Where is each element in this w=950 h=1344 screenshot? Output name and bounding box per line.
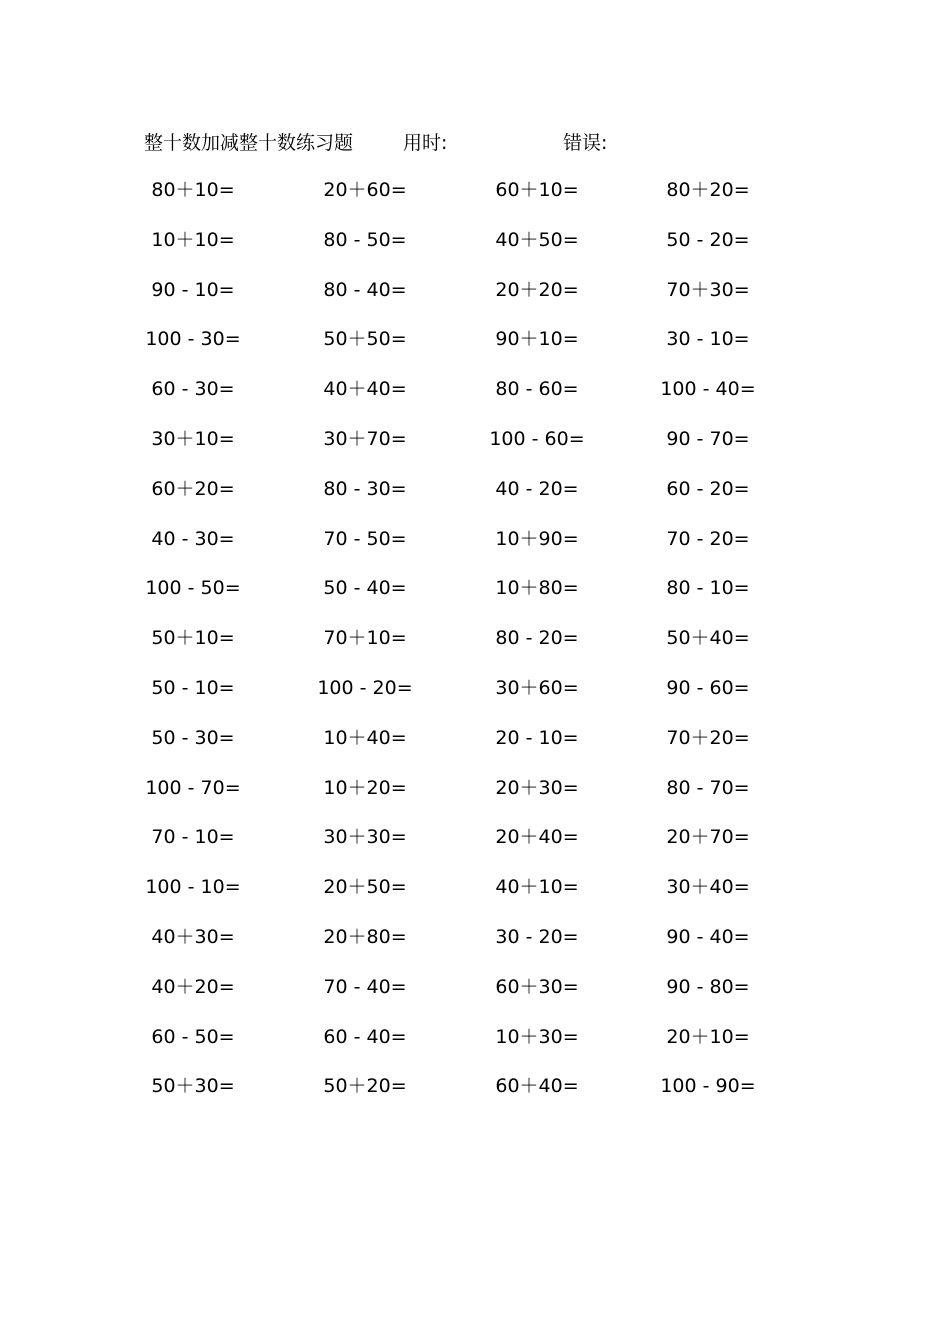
math-problem: 60＋10= [495,179,579,201]
problem-row [0,176,950,226]
problem-row [0,624,950,674]
math-problem: 60 - 20= [666,477,750,500]
problem-row [0,325,950,375]
math-problem: 80 - 50= [323,228,407,251]
math-problem: 30＋70= [323,427,407,450]
math-problem: 20＋30= [495,776,579,799]
math-problem: 90＋10= [495,328,579,351]
math-problem: 20＋20= [495,278,579,301]
math-problem: 70 - 50= [323,527,407,550]
math-problem: 60 - 40= [323,1025,407,1048]
worksheet-header [0,128,950,158]
math-problem: 30 - 20= [495,925,579,948]
math-problem: 100 - 20= [317,676,413,699]
math-problem: 50 - 40= [323,577,407,600]
problem-grid [0,176,950,1122]
problem-row [0,724,950,774]
math-problem: 20＋40= [495,826,579,849]
math-problem: 40＋50= [495,228,579,251]
math-problem: 80 - 40= [323,278,407,301]
math-problem: 30 - 10= [666,328,750,351]
error-label: 错误: [563,132,608,154]
math-problem: 90 - 70= [666,427,750,450]
math-problem: 80＋20= [666,179,750,201]
problem-row [0,1072,950,1122]
math-problem: 40＋30= [151,925,235,948]
problem-row [0,276,950,326]
math-problem: 100 - 50= [145,577,241,600]
math-problem: 50＋40= [666,627,750,650]
problem-row [0,973,950,1023]
math-problem: 80＋10= [151,179,235,201]
problem-row [0,873,950,923]
problem-row [0,674,950,724]
math-problem: 70 - 10= [151,826,235,849]
problem-row [0,774,950,824]
math-problem: 80 - 70= [666,776,750,799]
math-problem: 60＋30= [495,975,579,998]
math-problem: 10＋80= [495,577,579,600]
math-problem: 40＋10= [495,876,579,899]
math-problem: 10＋90= [495,527,579,550]
math-problem: 80 - 10= [666,577,750,600]
problem-row [0,226,950,276]
math-problem: 50 - 30= [151,726,235,749]
problem-row [0,574,950,624]
math-problem: 40＋20= [151,975,235,998]
math-problem: 20 - 10= [495,726,579,749]
math-problem: 50 - 20= [666,228,750,251]
math-problem: 50 - 10= [151,676,235,699]
time-label: 用时: [403,132,448,154]
math-problem: 10＋20= [323,776,407,799]
math-problem: 60 - 50= [151,1025,235,1048]
math-problem: 20＋60= [323,179,407,201]
math-problem: 70＋20= [666,726,750,749]
math-problem: 10＋10= [151,228,235,251]
math-problem: 70＋30= [666,278,750,301]
math-problem: 20＋70= [666,826,750,849]
problem-row [0,475,950,525]
math-problem: 60＋20= [151,477,235,500]
math-problem: 70 - 20= [666,527,750,550]
math-problem: 30＋30= [323,826,407,849]
math-problem: 50＋20= [323,1075,407,1098]
problem-row [0,823,950,873]
worksheet-title: 整十数加减整十数练习题 [144,132,354,154]
math-problem: 20＋80= [323,925,407,948]
math-problem: 70 - 40= [323,975,407,998]
problem-row [0,525,950,575]
math-problem: 90 - 10= [151,278,235,301]
math-problem: 40＋40= [323,378,407,401]
math-problem: 30＋60= [495,676,579,699]
math-problem: 40 - 30= [151,527,235,550]
math-problem: 80 - 60= [495,378,579,401]
math-problem: 10＋40= [323,726,407,749]
math-problem: 70＋10= [323,627,407,650]
math-problem: 100 - 40= [660,378,756,401]
math-problem: 90 - 40= [666,925,750,948]
math-problem: 50＋50= [323,328,407,351]
problem-row [0,1023,950,1073]
math-problem: 80 - 20= [495,627,579,650]
math-problem: 90 - 80= [666,975,750,998]
problem-row [0,425,950,475]
math-problem: 20＋10= [666,1025,750,1048]
math-problem: 80 - 30= [323,477,407,500]
math-problem: 100 - 10= [145,876,241,899]
math-problem: 50＋10= [151,627,235,650]
math-problem: 60＋40= [495,1075,579,1098]
math-problem: 100 - 60= [489,427,585,450]
math-problem: 40 - 20= [495,477,579,500]
problem-row [0,923,950,973]
math-problem: 30＋40= [666,876,750,899]
math-problem: 100 - 30= [145,328,241,351]
problem-row [0,375,950,425]
math-problem: 50＋30= [151,1075,235,1098]
math-problem: 90 - 60= [666,676,750,699]
math-problem: 60 - 30= [151,378,235,401]
math-problem: 20＋50= [323,876,407,899]
math-problem: 100 - 90= [660,1075,756,1098]
math-problem: 100 - 70= [145,776,241,799]
math-problem: 30＋10= [151,427,235,450]
math-problem: 10＋30= [495,1025,579,1048]
